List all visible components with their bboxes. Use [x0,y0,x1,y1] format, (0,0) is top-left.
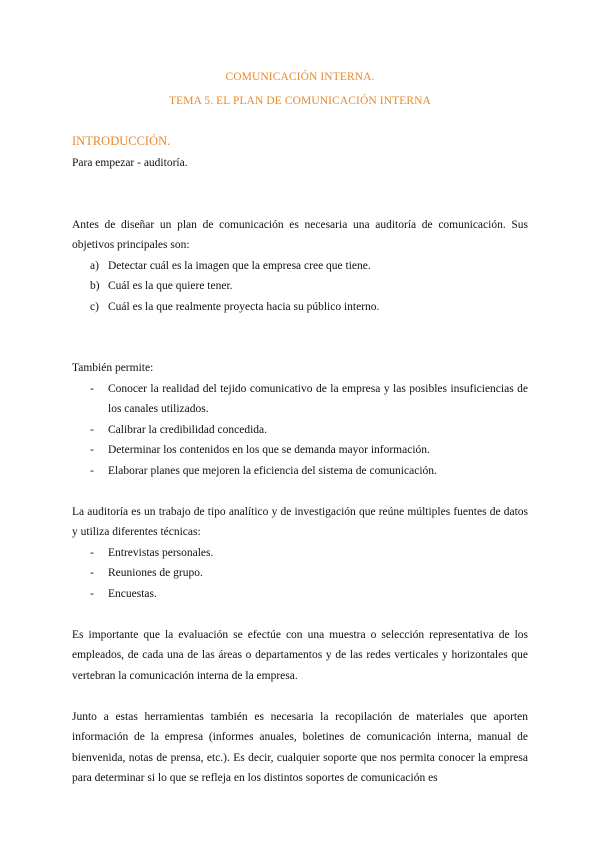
list-item: b) Cuál es la que quiere tener. [90,280,233,292]
document-body [72,153,528,789]
list-item: - Entrevistas personales. [90,546,214,559]
herramientas-paragraph: Junto a estas herramientas también es necesaria la recopilación de materiales que aporten información de la empresa (informes anuales, boletines de comunicación interna, manual de bienvenida, notas de prensa, etc.). Es decir, cualquier soporte que nos permita conocer la empresa para determinar si lo que se refleja en los distintos soportes de comunicación es [72,710,528,784]
list-item: - Encuestas. [90,587,157,600]
list-item: - Calibrar la credibilidad concedida. [90,423,268,436]
permite-list [72,379,528,482]
permite-lead: También permite: [72,362,154,374]
list-item: - Reuniones de grupo. [90,567,203,579]
list-item: - Determinar los contenidos en los que se demanda mayor información. [90,444,430,456]
list-item: - Elaborar planes que mejoren la eficiencia del sistema de comunicación. [90,464,437,477]
list-item: - Conocer la realidad del tejido comunicativo de la empresa y las posibles insuficiencias de los canales utilizados. [90,382,528,415]
intro-text: Para empezar - auditoría. [72,157,188,169]
objectives-list [72,256,528,318]
section-heading: INTRODUCCIÓN. [72,134,171,148]
list-item: a) Detectar cuál es la imagen que la empresa cree que tiene. [90,259,371,272]
evaluacion-paragraph: Es importante que la evaluación se efectúe con una muestra o selección representativa de los empleados, de cada una de las áreas o departamentos y de las redes verticales y horizontales que vertebran la comunicación interna de la empresa. [72,628,528,682]
list-item: c) Cuál es la que realmente proyecta hacia su público interno. [90,300,380,313]
document-subtitle: TEMA 5. EL PLAN DE COMUNICACIÓN INTERNA [169,95,431,107]
tecnicas-paragraph: La auditoría es un trabajo de tipo analítico y de investigación que reúne múltiples fuentes de datos y utiliza diferentes técnicas: [72,505,528,538]
document-title: COMUNICACIÓN INTERNA. [225,71,375,83]
auditoria-paragraph: Antes de diseñar un plan de comunicación es necesaria una auditoría de comunicación. Sus objetivos principales son: [72,218,528,251]
tecnicas-list [72,543,528,605]
